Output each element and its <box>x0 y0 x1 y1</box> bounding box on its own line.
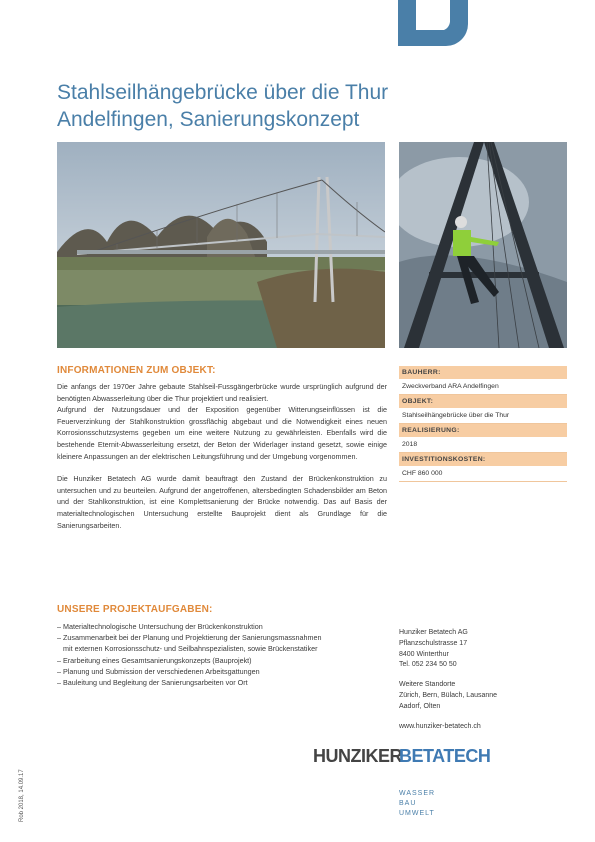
website-link[interactable]: www.hunziker-betatech.ch <box>399 722 481 730</box>
company-address <box>399 628 564 732</box>
task-item: – Erarbeitung eines Gesamtsanierungskonzepts (Bauprojekt) <box>57 655 252 665</box>
info-paragraph: Aufgrund der Nutzungsdauer und der Exposition gegenüber Witterungseinflüssen ist die Feuerverzinkung der Stahlkonstruktion grossflächig abgebaut und die Notwendigkeit eines neuen Korrosionsschutzsystems gegeben um eine weitere Nutzung zu gewährleisten. Ebenfalls wird die bestehende Eternit-Abwasserleitung ersetzt, der Beton der Widerlager instand gesetzt, sowie einige kleinere Anpassungen an der elektrischen Leitungsführung und der Umgebung vorgenommen. <box>57 405 387 461</box>
fact-value-investition: CHF 860 000 <box>399 466 567 482</box>
fact-label-realisierung: REALISIERUNG: <box>399 424 567 437</box>
corner-logo-mark <box>398 0 468 46</box>
fact-label-objekt: OBJEKT: <box>399 395 567 408</box>
info-body <box>57 381 387 531</box>
info-heading: INFORMATIONEN ZUM OBJEKT: <box>57 365 216 376</box>
sector-item: UMWELT <box>399 810 435 817</box>
other-locations-label: Weitere Standorte <box>399 681 456 689</box>
info-paragraph: Die anfangs der 1970er Jahre gebaute Stahlseil-Fussgängerbrücke wurde ursprünglich aufgrund der benötigten Abwasserleitung über die Thur projektiert und realisiert. <box>57 382 387 403</box>
sector-item: BAU <box>399 800 417 807</box>
bridge-photo <box>57 142 385 348</box>
reference-code: Rob 2018, 14.09.17 <box>19 769 25 822</box>
address-street: Pflanzschulstrasse 17 <box>399 639 468 647</box>
title-line-2: Andelfingen, Sanierungskonzept <box>57 108 360 131</box>
info-paragraph: Die Hunziker Betatech AG wurde damit beauftragt den Zustand der Brückenkonstruktion zu untersuchen und zu beurteilen. Aufgrund der angetroffenen, altersbedingten Schadensbilder am Beton und der Stahlkonstruktion, ist eine Komplettsanierung der Brücke notwendig. Das auf Basis der materialtechnologischen Untersuchung erstellte Bauprojekt dient als Grundlage für die Sanierungsarbeiten. <box>57 474 387 530</box>
title-line-1: Stahlseilhängebrücke über die Thur <box>57 81 389 104</box>
brand-part-1: HUNZIKER <box>313 746 402 766</box>
company-name: Hunziker Betatech AG <box>399 629 468 636</box>
climber-photo <box>399 142 567 348</box>
other-locations-2: Aadorf, Olten <box>399 702 441 710</box>
task-item: – Materialtechnologische Untersuchung der Brückenkonstruktion <box>57 622 263 631</box>
tasks-list <box>57 621 397 688</box>
fact-value-realisierung: 2018 <box>399 437 567 453</box>
brand-part-2: BETATECH <box>399 746 491 766</box>
project-facts-table <box>399 366 567 482</box>
page-title <box>57 79 477 133</box>
other-locations-1: Zürich, Bern, Bülach, Lausanne <box>399 691 498 699</box>
task-item: – Bauleitung und Begleitung der Sanierungsarbeiten vor Ort <box>57 678 248 688</box>
address-city: 8400 Winterthur <box>399 650 449 658</box>
sector-list <box>399 789 435 819</box>
task-item: – Zusammenarbeit bei der Planung und Projektierung der Sanierungsmassnahmen <box>57 633 322 643</box>
fact-label-bauherr: BAUHERR: <box>399 366 567 379</box>
fact-value-bauherr: Zweckverband ARA Andelfingen <box>399 379 567 395</box>
task-item: mit externen Korrosionsschutz- und Seilbahnspezialisten, sowie Brückenstatiker <box>57 644 318 654</box>
task-item: – Planung und Submission der verschiedenen Arbeitsgattungen <box>57 666 260 676</box>
tasks-heading: UNSERE PROJEKTAUFGABEN: <box>57 604 213 615</box>
address-phone: Tel. 052 234 50 50 <box>399 661 457 669</box>
sector-item: WASSER <box>399 790 436 797</box>
fact-value-objekt: Stahlseilhängebrücke über die Thur <box>399 408 567 424</box>
fact-label-investition: INVESTITIONSKOSTEN: <box>399 453 567 466</box>
